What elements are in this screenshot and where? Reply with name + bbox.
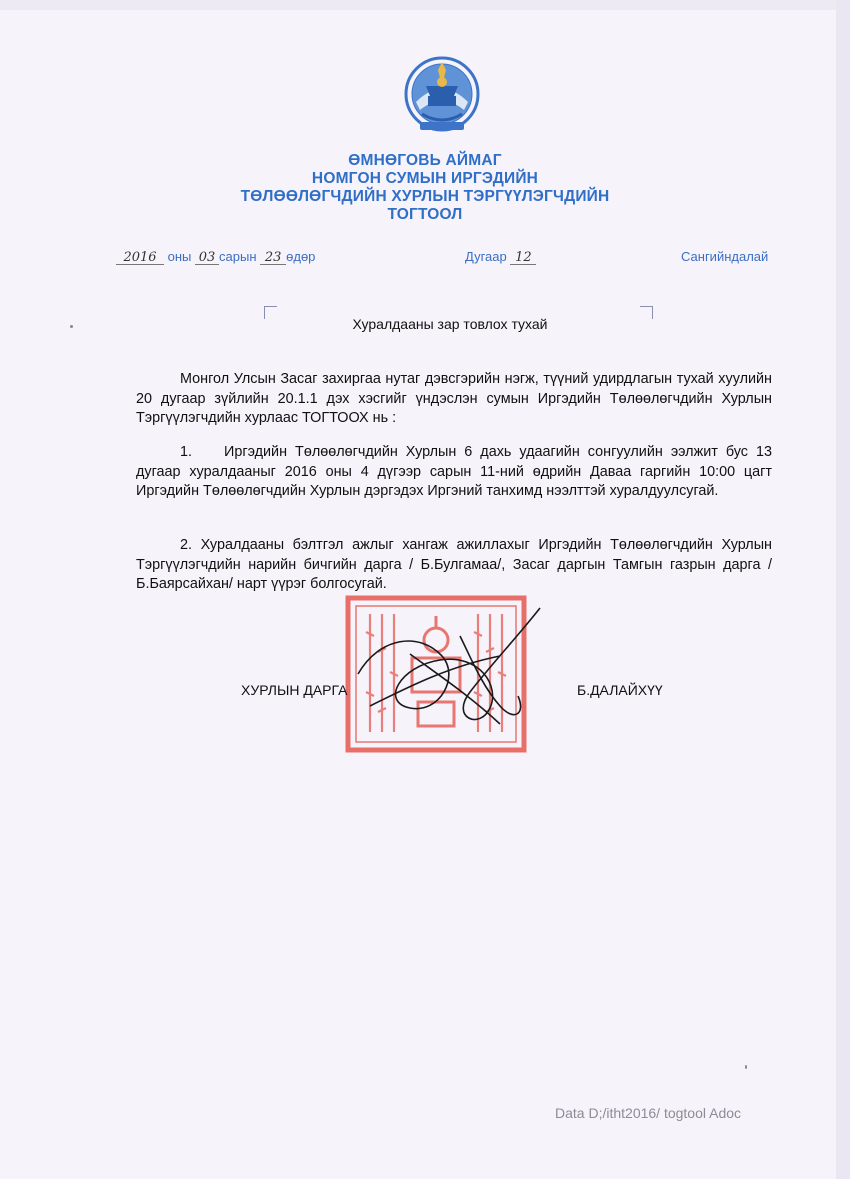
file-path-footer: Data D;/itht2016/ togtool Adoc — [555, 1105, 742, 1121]
body-item-1-number: 1. — [180, 444, 193, 460]
header-line-presidium: ТӨЛӨӨЛӨГЧДИЙН ХУРЛЫН ТЭРГҮҮЛЭГЧДИЙН — [240, 188, 610, 205]
header-line-aimag: ӨМНӨГОВЬ АЙМАГ — [348, 152, 502, 169]
dateline-date — [116, 249, 315, 265]
document-subject: Хуралдааны зар товлох тухай — [352, 316, 548, 332]
number-label: Дугаар — [465, 249, 507, 264]
dateline-number — [465, 249, 536, 265]
document-header — [0, 152, 850, 224]
year-label: оны — [167, 249, 192, 264]
scan-speck — [745, 1065, 747, 1069]
dateline-place: Сангийндалай — [681, 249, 769, 264]
day-label: өдөр — [286, 249, 316, 264]
body-item-1 — [136, 443, 772, 502]
header-line-title: ТОГТООЛ — [387, 206, 463, 223]
scan-speck — [70, 325, 73, 328]
number-handwritten: 12 — [510, 251, 536, 265]
state-emblem-icon — [402, 56, 482, 138]
month-handwritten: 03 — [195, 251, 219, 265]
signature-title: ХУРЛЫН ДАРГА — [241, 682, 348, 698]
year-handwritten: 2016 — [116, 251, 164, 265]
month-label: сарын — [219, 249, 257, 264]
body-item-2: 2. Хуралдааны бэлтгэл ажлыг хангаж ажиллахыг Иргэдийн Төлөөлөгчдийн Хурлын Тэргүүлэгчдийн нарийн бичгийн дарга / Б.Булгамаа/, Засаг даргын Тамгын газрын дарга /Б.Баярсайхан/ нарт үүрэг болгосугай. — [136, 537, 772, 592]
signature-name: Б.ДАЛАЙХҮҮ — [577, 682, 663, 698]
scan-edge-top — [0, 0, 850, 10]
handwritten-signature — [350, 596, 550, 736]
header-line-sum: НОМГОН СУМЫН ИРГЭДИЙН — [311, 170, 539, 187]
body-item-1-text: Иргэдийн Төлөөлөгчдийн Хурлын 6 дахь удаагийн сонгуулийн ээлжит бус 13 дугаар хуралдааныг 2016 оны 4 дүгээр сарын 11-ний өдрийн Даваа гаргийн 10:00 цагт Иргэдийн Төлөөлөгчдийн Хурлын дэргэдэх Иргэний танхимд нээлттэй хуралдуулсугай. — [136, 444, 772, 499]
body-intro: Монгол Улсын Засаг захиргаа нутаг дэвсгэрийн нэгж, түүний удирдлагын тухай хуулийн 20 дугаар зүйлийн 20.1.1 дэх хэсгийг үндэслэн сумын Иргэдийн Төлөөлөгчдийн Хурлын Тэргүүлэгчдийн хурлаас ТОГТООХ нь : — [136, 371, 772, 426]
day-handwritten: 23 — [260, 251, 286, 265]
